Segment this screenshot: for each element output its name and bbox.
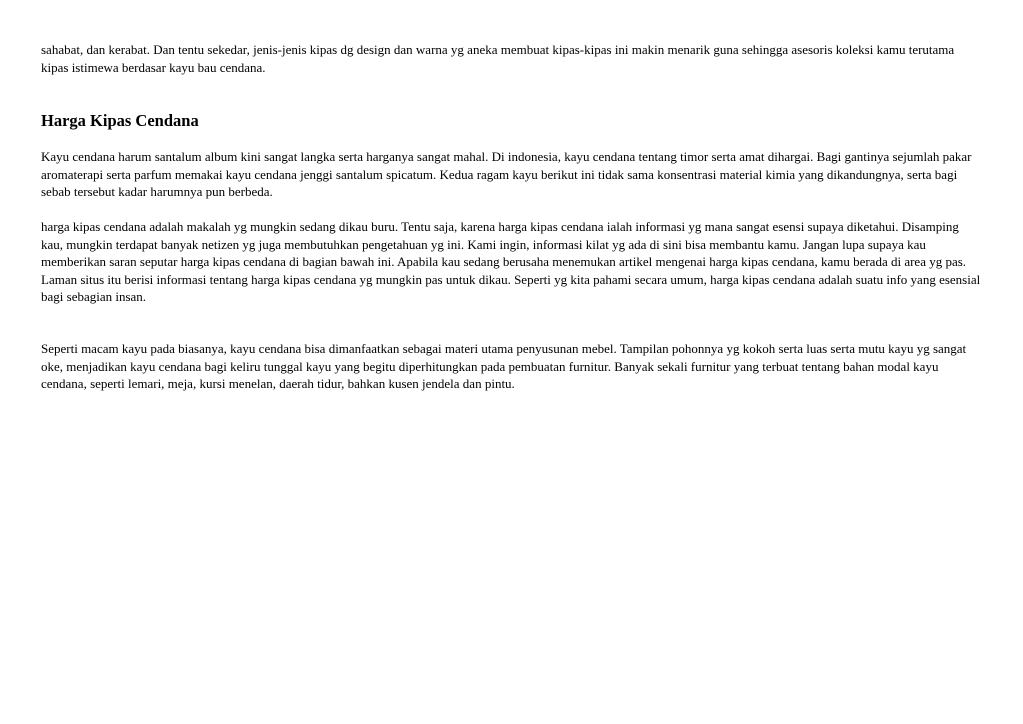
document-page	[41, 41, 983, 391]
paragraph-1: Kayu cendana harum santalum album kini sangat langka serta harganya sangat mahal. Di indonesia, kayu cendana tentang timor serta amat dihargai. Bagi gantinya sejumlah pakar aromaterapi serta parfum memakai kayu cendana jenggi santalum spicatum. Kedua ragam kayu berikut ini tidak sama konsentrasi material kimia yang dikandungnya, serta bagi sebab tersebut kadar harumnya pun berbeda.	[41, 149, 972, 199]
section-heading: Harga Kipas Cendana	[41, 111, 199, 130]
paragraph-2: harga kipas cendana adalah makalah yg mungkin sedang dikau buru. Tentu saja, karena harga kipas cendana ialah informasi yg mana sangat esensi supaya diketahui. Disamping kau, mungkin terdapat banyak netizen yg juga membutuhkan pengetahuan yg ini. Kami ingin, informasi kilat yg ada di sini bisa membantu kamu. Jangan lupa supaya kau memberikan saran seputar harga kipas cendana di bagian bawah ini. Apabila kau sedang berusaha menemukan artikel mengenai harga kipas cendana, kamu berada di area yg pas. Laman situs itu berisi informasi tentang harga kipas cendana yg mungkin pas untuk dikau. Seperti yg kita pahami secara umum, harga kipas cendana adalah suatu info yang esensial bagi sebagian insan.	[41, 219, 981, 304]
intro-paragraph: sahabat, dan kerabat. Dan tentu sekedar, jenis-jenis kipas dg design dan warna yg aneka membuat kipas-kipas ini makin menarik guna sehingga asesoris koleksi kamu terutama kipas istimewa berdasar kayu bau cendana.	[41, 42, 955, 75]
paragraph-3: Seperti macam kayu pada biasanya, kayu cendana bisa dimanfaatkan sebagai materi utama penyusunan mebel. Tampilan pohonnya yg kokoh serta luas serta mutu kayu yg sangat oke, menjadikan kayu cendana bagi keliru tunggal kayu yang begitu diperhitungkan pada pembuatan furnitur. Banyak sekali furnitur yang terbuat tentang bahan modal kayu cendana, seperti lemari, meja, kursi menelan, daerah tidur, bahkan kusen jendela dan pintu.	[41, 341, 967, 391]
